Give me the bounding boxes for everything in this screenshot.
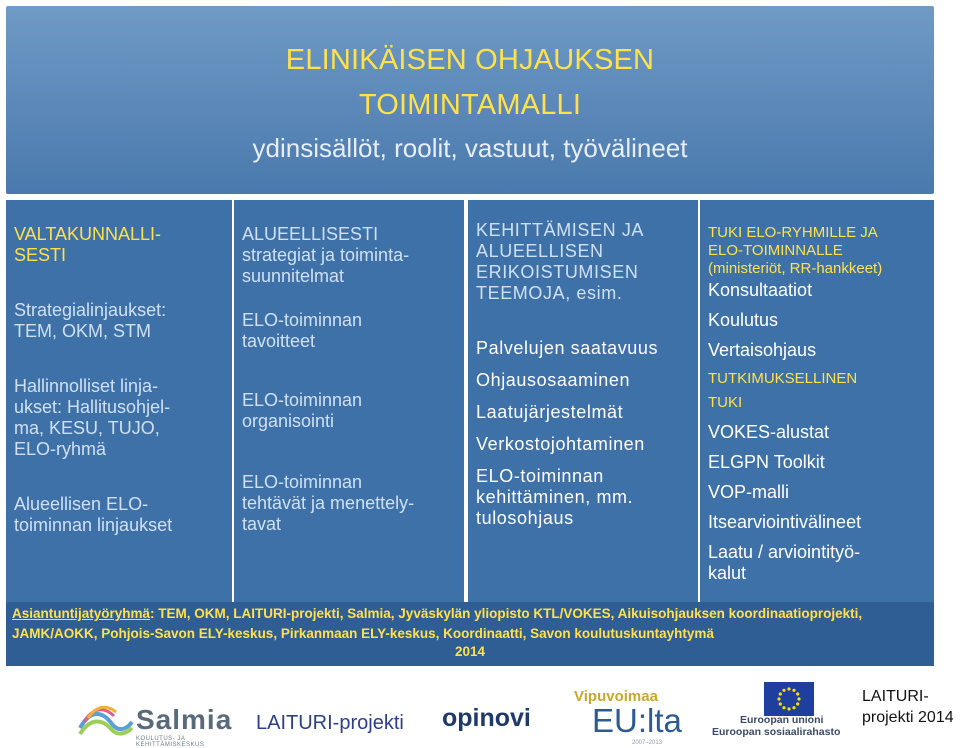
expert-group-bar <box>6 602 934 666</box>
title-line-1: ELINIKÄISEN OHJAUKSEN <box>285 44 655 76</box>
administrative-block: Hallinnolliset linja- ukset: Hallitusohjel- ma, KESU, TUJO, ELO-ryhmä <box>14 376 171 459</box>
eu-flag-icon <box>764 682 814 716</box>
column-heading: KEHITTÄMISEN JA ALUEELLISEN ERIKOISTUMISEN TEEMOJA, esim. <box>476 220 645 303</box>
vipuvoimaa-name: Vipuvoimaa <box>574 688 658 705</box>
esr-label: Euroopan sosiaalirahasto <box>712 726 841 738</box>
laituri-project-year: LAITURI- projekti 2014 <box>862 688 954 726</box>
salmia-name: Salmia <box>136 704 233 735</box>
support-item: Itsearviointivälineet <box>708 512 862 532</box>
title-line-2: TOIMINTAMALLI <box>358 89 582 121</box>
eu-alta-text: EU:lta <box>592 702 682 739</box>
expert-group-year: 2014 <box>454 644 486 659</box>
salmia-logo <box>78 700 233 748</box>
column-support <box>698 200 934 602</box>
support-item: Vertaisohjaus <box>708 340 817 360</box>
vipuvoimaa-logo <box>574 688 704 746</box>
support-item: ELGPN Toolkit <box>708 452 825 472</box>
opinovi-logo <box>442 704 552 736</box>
laituri-logo: LAITURI-projekti <box>256 712 404 734</box>
title-banner <box>6 6 934 194</box>
opinovi-name: opinovi <box>442 704 531 732</box>
salmia-subtitle: KOULUTUS- JA KEHITTÄMISKESKUS <box>136 736 205 748</box>
column-heading: ALUEELLISESTI strategiat ja toiminta- suunnitelmat <box>242 224 410 286</box>
column-national <box>6 200 232 602</box>
column-development-themes <box>466 200 698 602</box>
theme-item: Verkostojohtaminen <box>476 434 645 454</box>
theme-item: Palvelujen saatavuus <box>476 338 659 358</box>
expert-group-label: Asiantuntijatyöryhmä <box>12 606 151 621</box>
theme-item: Laatujärjestelmät <box>476 402 624 422</box>
theme-item-last: ELO-toiminnan kehittäminen, mm. tulosohjaus <box>476 466 634 528</box>
theme-item: Ohjausosaaminen <box>476 370 631 390</box>
tasks-block: ELO-toiminnan tehtävät ja menettely- tavat <box>242 472 415 534</box>
research-support-heading: TUTKIMUKSELLINEN TUKI <box>708 370 858 411</box>
salmia-wave-icon <box>78 700 134 740</box>
support-item-last: Laatu / arviointityö- kalut <box>708 542 861 583</box>
column-heading: TUKI ELO-RYHMILLE JA ELO-TOIMINNALLE (ministeriöt, RR-hankkeet) <box>708 224 928 278</box>
support-item: VOP-malli <box>708 482 790 502</box>
organisation-block: ELO-toiminnan organisointi <box>242 390 363 431</box>
eu-union-label: Euroopan unioni <box>740 714 824 726</box>
support-item: Konsultaatiot <box>708 280 813 300</box>
support-item: Koulutus <box>708 310 779 330</box>
expert-group-text: Asiantuntijatyöryhmä: TEM, OKM, LAITURI-projekti, Salmia, Jyväskylän yliopisto KTL/VOKES, Aikuisohjauksen koordinaatioprojekti, JAMK/AOKK, Pohjois-Savon ELY-keskus, Pirkanmaan ELY-keskus, Koordinaatti, Savon koulutuskuntayhtymä <box>12 606 863 641</box>
column-regional <box>232 200 464 602</box>
strategy-block: Strategialinjaukset: TEM, OKM, STM <box>14 300 167 341</box>
subtitle: ydinsisällöt, roolit, vastuut, työvälineet <box>252 133 688 163</box>
column-heading: VALTAKUNNALLI- SESTI <box>14 224 162 265</box>
support-item: VOKES-alustat <box>708 422 830 442</box>
goals-block: ELO-toiminnan tavoitteet <box>242 310 363 351</box>
eu-period: 2007–2013 <box>632 740 663 746</box>
column-heading-note: (ministeriöt, RR-hankkeet) <box>708 260 883 277</box>
regional-policy-block: Alueellisen ELO- toiminnan linjaukset <box>14 494 173 535</box>
